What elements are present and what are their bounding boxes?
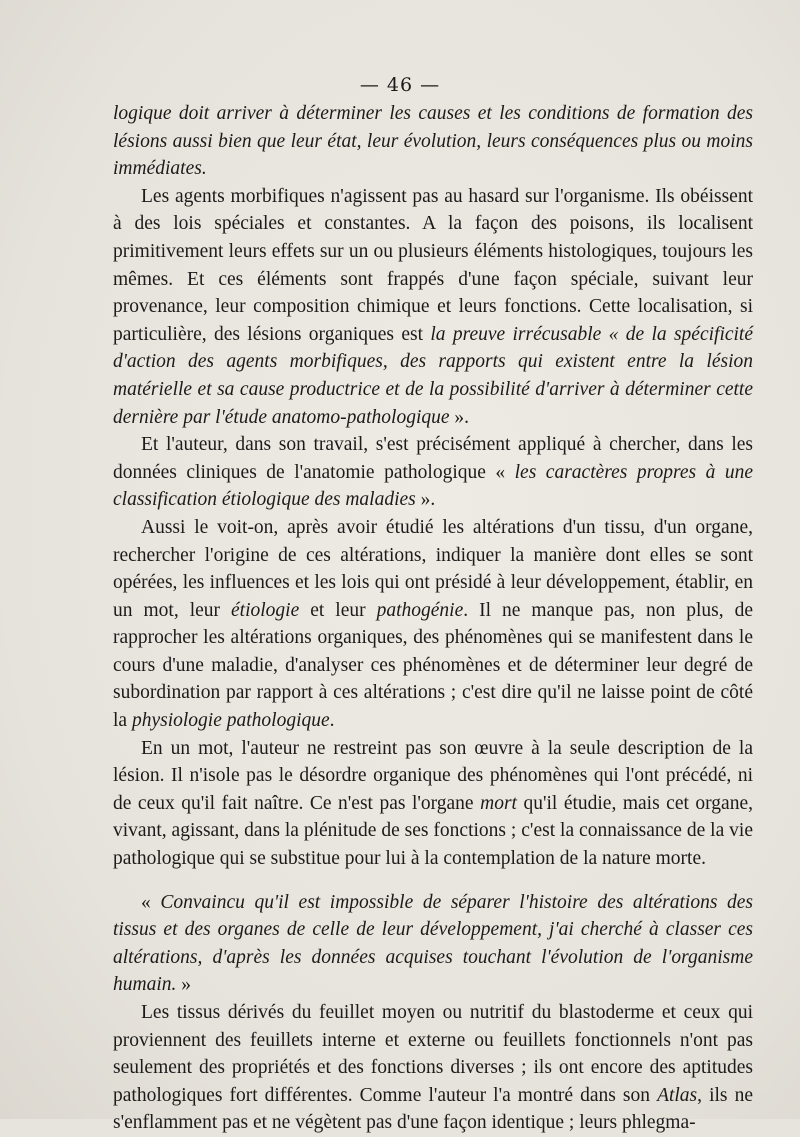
quoted-paragraph (113, 889, 753, 999)
page-number: — 46 — (359, 74, 441, 96)
paragraph (113, 183, 753, 431)
text-segment: qu'il étudie, mais cet organe, vivant, agissant, dans la plénitude de ses fonctions ; c'est la connaissance de la vie pathologique qui se substitue pour lui à la contemplation de la nature morte. (113, 792, 753, 870)
text-segment: « (141, 891, 161, 913)
italic-text: mort (480, 792, 517, 814)
text-segment: » (176, 974, 191, 996)
italic-text: étiologie (231, 599, 300, 621)
text-segment: . (329, 710, 335, 732)
italic-text: Convaincu qu'il est impossible de séparer l'histoire des altérations des tissus et des organes de celle de leur développement, j'ai cherché à classer ces altérations, d'après les données acquises touchant l'évolution de l'organisme humain. (113, 891, 753, 996)
text-segment: et leur (299, 599, 377, 621)
text-segment: Et l'auteur, dans son travail, s'est précisément appliqué à chercher, dans les données cliniques de l'anatomie pathologique « (113, 434, 753, 483)
italic-text: les caractères propres à une classification étiologique des maladies (113, 461, 753, 511)
italic-text: pathogénie (376, 599, 464, 621)
text-segment: Aussi le voit-on, après avoir étudié les altérations d'un tissu, d'un organe, rechercher l'origine de ces altérations, indiquer la manière dont elles se sont opérées, les influences et les lois qui ont présidé à leur développement, établir, en un mot, leur (113, 516, 753, 621)
text-segment: Les agents morbifiques n'agissent pas au hasard sur l'organisme. Ils obéissent à des lois spéciales et constantes. A la façon des poisons, ils localisent primitivement leurs effets sur un ou plusieurs éléments histologiques, toujours les mêmes. Et ces éléments sont frappés d'une façon spéciale, suivant leur provenance, leur composition chimique et leurs fonctions. Cette localisation, si particulière, des lésions organiques est (113, 185, 753, 345)
text-segment: Les tissus dérivés du feuillet moyen ou nutritif du blastoderme et ceux qui proviennent des feuillets interne et externe ou feuillets fonctionnels n'ont pas seulement des propriétés et des fonctions diverses ; ils ont encore des aptitudes pathologiques fort différentes. Comme l'auteur l'a montré dans son (113, 1002, 753, 1106)
italic-text: logique doit arriver à déterminer les causes et les conditions de formation des lésions aussi bien que leur état, leur évolution, leurs conséquences plus ou moins immédiates. (113, 103, 753, 180)
italic-text: physiologie pathologique (131, 710, 330, 732)
body-text (113, 100, 753, 1137)
text-segment: . Il ne manque pas, non plus, de rapprocher les altérations organiques, des phénomènes qui se manifestent dans le cours d'une maladie, d'analyser ces phénomènes et de déterminer leur degré de subordination par rapport à ces altérations ; c'est dire qu'il ne laisse point de côté la (113, 599, 753, 732)
italic-text: la preuve irrécusable « de la spécificité d'action des agents morbifiques, des rapports qui existent entre la lésion matérielle et sa cause productrice et de la possibilité d'arriver à déterminer cette dernière par l'étude anatomo-pathologique (113, 323, 754, 428)
paragraph (113, 514, 753, 735)
text-segment: ». (449, 406, 470, 428)
paragraph (113, 999, 753, 1137)
paragraph (113, 735, 753, 873)
text-segment: , ils ne s'enflamment pas et ne végètent pas d'une façon identique ; leurs phlegma- (113, 1084, 753, 1134)
paragraph (113, 431, 753, 514)
text-segment: ». (415, 489, 436, 511)
text-segment: En un mot, l'auteur ne restreint pas son œuvre à la seule description de la lésion. Il n'isole pas le désordre organique des phénomènes qui l'ont précédé, ni de ceux qu'il fait naître. Ce n'est pas l'organe (113, 737, 753, 814)
italic-text: Atlas (657, 1084, 698, 1106)
paragraph-continuation (113, 100, 753, 183)
